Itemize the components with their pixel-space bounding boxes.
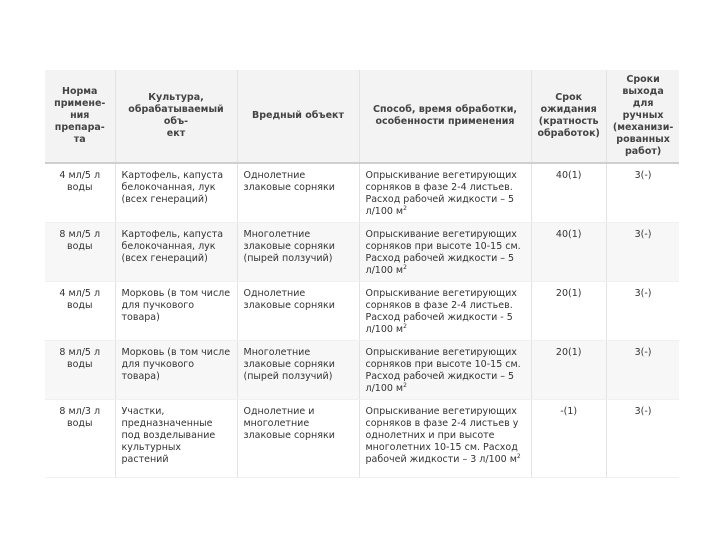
cell-wait: 20(1) [531,282,606,341]
table-row [45,163,679,223]
table-row [45,282,679,341]
cell-wait: 20(1) [531,341,606,400]
table-header-row [45,70,679,163]
cell-method: Опрыскивание вегетирующих сорняков в фазе 2-4 листьев. Расход рабочей жидкости – 5 л/100 $м^2$ [359,163,531,223]
cell-crop: Картофель, капуста белокочанная, лук (всех генераций) [115,223,237,282]
table-row [45,341,679,400]
header-wait: Срок ожидания (кратность обработок) [531,70,606,163]
header-exit: Сроки выхода для ручных (механизи- рованных работ) [606,70,679,163]
cell-wait: 40(1) [531,223,606,282]
cell-rate: 8 мл/5 л воды [45,341,115,400]
table-row [45,223,679,282]
cell-pest: Однолетние злаковые сорняки [237,163,359,223]
cell-wait: -(1) [531,400,606,478]
cell-method: Опрыскивание вегетирующих сорняков в фазе 2-4 листьев. Расход рабочей жидкости - 5 л/100 $м^2$ [359,282,531,341]
cell-crop: Морковь (в том числе для пучкового товара) [115,282,237,341]
cell-wait: 40(1) [531,163,606,223]
cell-rate: 8 мл/3 л воды [45,400,115,478]
cell-crop: Участки, предназначенные под возделывание культурных растений [115,400,237,478]
watermark-brand: Avito [642,496,712,524]
cell-exit: 3(-) [606,400,679,478]
header-rate: Норма примене- ния препара- та [45,70,115,163]
table-row [45,400,679,478]
cell-exit: 3(-) [606,282,679,341]
cell-crop: Картофель, капуста белокочанная, лук (всех генераций) [115,163,237,223]
avito-watermark [610,495,712,525]
pesticide-table [45,70,679,478]
cell-pest: Многолетние злаковые сорняки (пырей ползучий) [237,223,359,282]
cell-method: Опрыскивание вегетирующих сорняков в фазе 2-4 листьев у однолетних и при высоте многолетних 10-15 см. Расход рабочей жидкости – 3 л/100 $м^2$ [359,400,531,478]
cell-exit: 3(-) [606,341,679,400]
cell-exit: 3(-) [606,163,679,223]
avito-logo-icon [610,495,640,525]
cell-crop: Морковь (в том числе для пучкового товара) [115,341,237,400]
cell-pest: Однолетние злаковые сорняки [237,282,359,341]
header-pest: Вредный объект [237,70,359,163]
cell-rate: 4 мл/5 л воды [45,163,115,223]
cell-method: Опрыскивание вегетирующих сорняков при высоте 10-15 см. Расход рабочей жидкости – 5 л/100 $м^2$ [359,223,531,282]
cell-rate: 4 мл/5 л воды [45,282,115,341]
cell-method: Опрыскивание вегетирующих сорняков при высоте 10-15 см. Расход рабочей жидкости – 5 л/100 $м^2$ [359,341,531,400]
cell-pest: Однолетние и многолетние злаковые сорняки [237,400,359,478]
cell-rate: 8 мл/5 л воды [45,223,115,282]
cell-pest: Многолетние злаковые сорняки (пырей ползучий) [237,341,359,400]
cell-exit: 3(-) [606,223,679,282]
header-method: Способ, время обработки, особенности применения [359,70,531,163]
header-crop: Культура, обрабатываемый объ- ект [115,70,237,163]
